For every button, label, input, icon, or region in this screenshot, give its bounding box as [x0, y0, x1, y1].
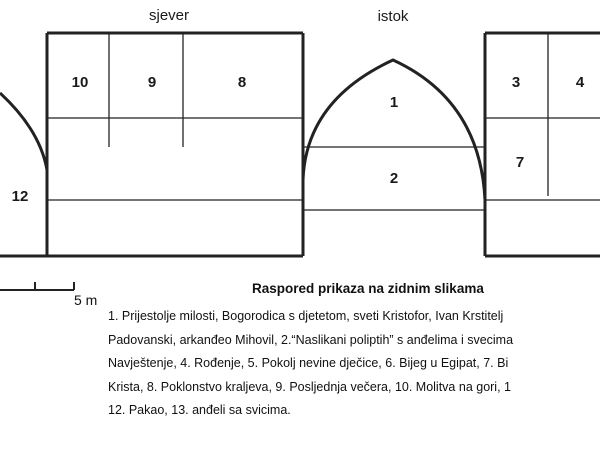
south-wall	[485, 33, 600, 256]
section-8-label: 8	[237, 74, 247, 91]
section-1-label: 1	[389, 94, 399, 111]
east-wall	[303, 60, 485, 210]
caption-body	[108, 305, 600, 423]
east-label: istok	[377, 8, 409, 25]
caption-title: Raspored prikaza na zidnim slikama	[252, 281, 484, 296]
caption-line: Padovanski, arkanđeo Mihovil, 2.“Naslikani poliptih” s anđelima i svecima	[108, 332, 514, 347]
scale-bar	[0, 282, 74, 290]
section-9-label: 9	[147, 74, 157, 91]
section-10-label: 10	[71, 74, 89, 91]
section-7-label: 7	[515, 154, 525, 171]
left-arch	[0, 93, 47, 170]
north-wall	[47, 33, 303, 256]
section-3-label: 3	[511, 74, 521, 91]
caption-line: Navještenje, 4. Rođenje, 5. Pokolj nevine dječice, 6. Bijeg u Egipat, 7. Bi	[108, 356, 509, 370]
section-2-label: 2	[389, 170, 399, 187]
caption-line: 12. Pakao, 13. anđeli sa svicima.	[108, 403, 291, 417]
section-12-label: 12	[11, 188, 29, 205]
caption-line: 1. Prijestolje milosti, Bogorodica s djetetom, sveti Kristofor, Ivan Krstitelj	[108, 309, 504, 323]
north-label: sjever	[148, 7, 190, 24]
scale-bar-label: 5 m	[74, 292, 98, 308]
section-4-label: 4	[575, 74, 585, 91]
caption-line: Krista, 8. Poklonstvo kraljeva, 9. Posljednja večera, 10. Molitva na gori, 1	[108, 379, 511, 394]
